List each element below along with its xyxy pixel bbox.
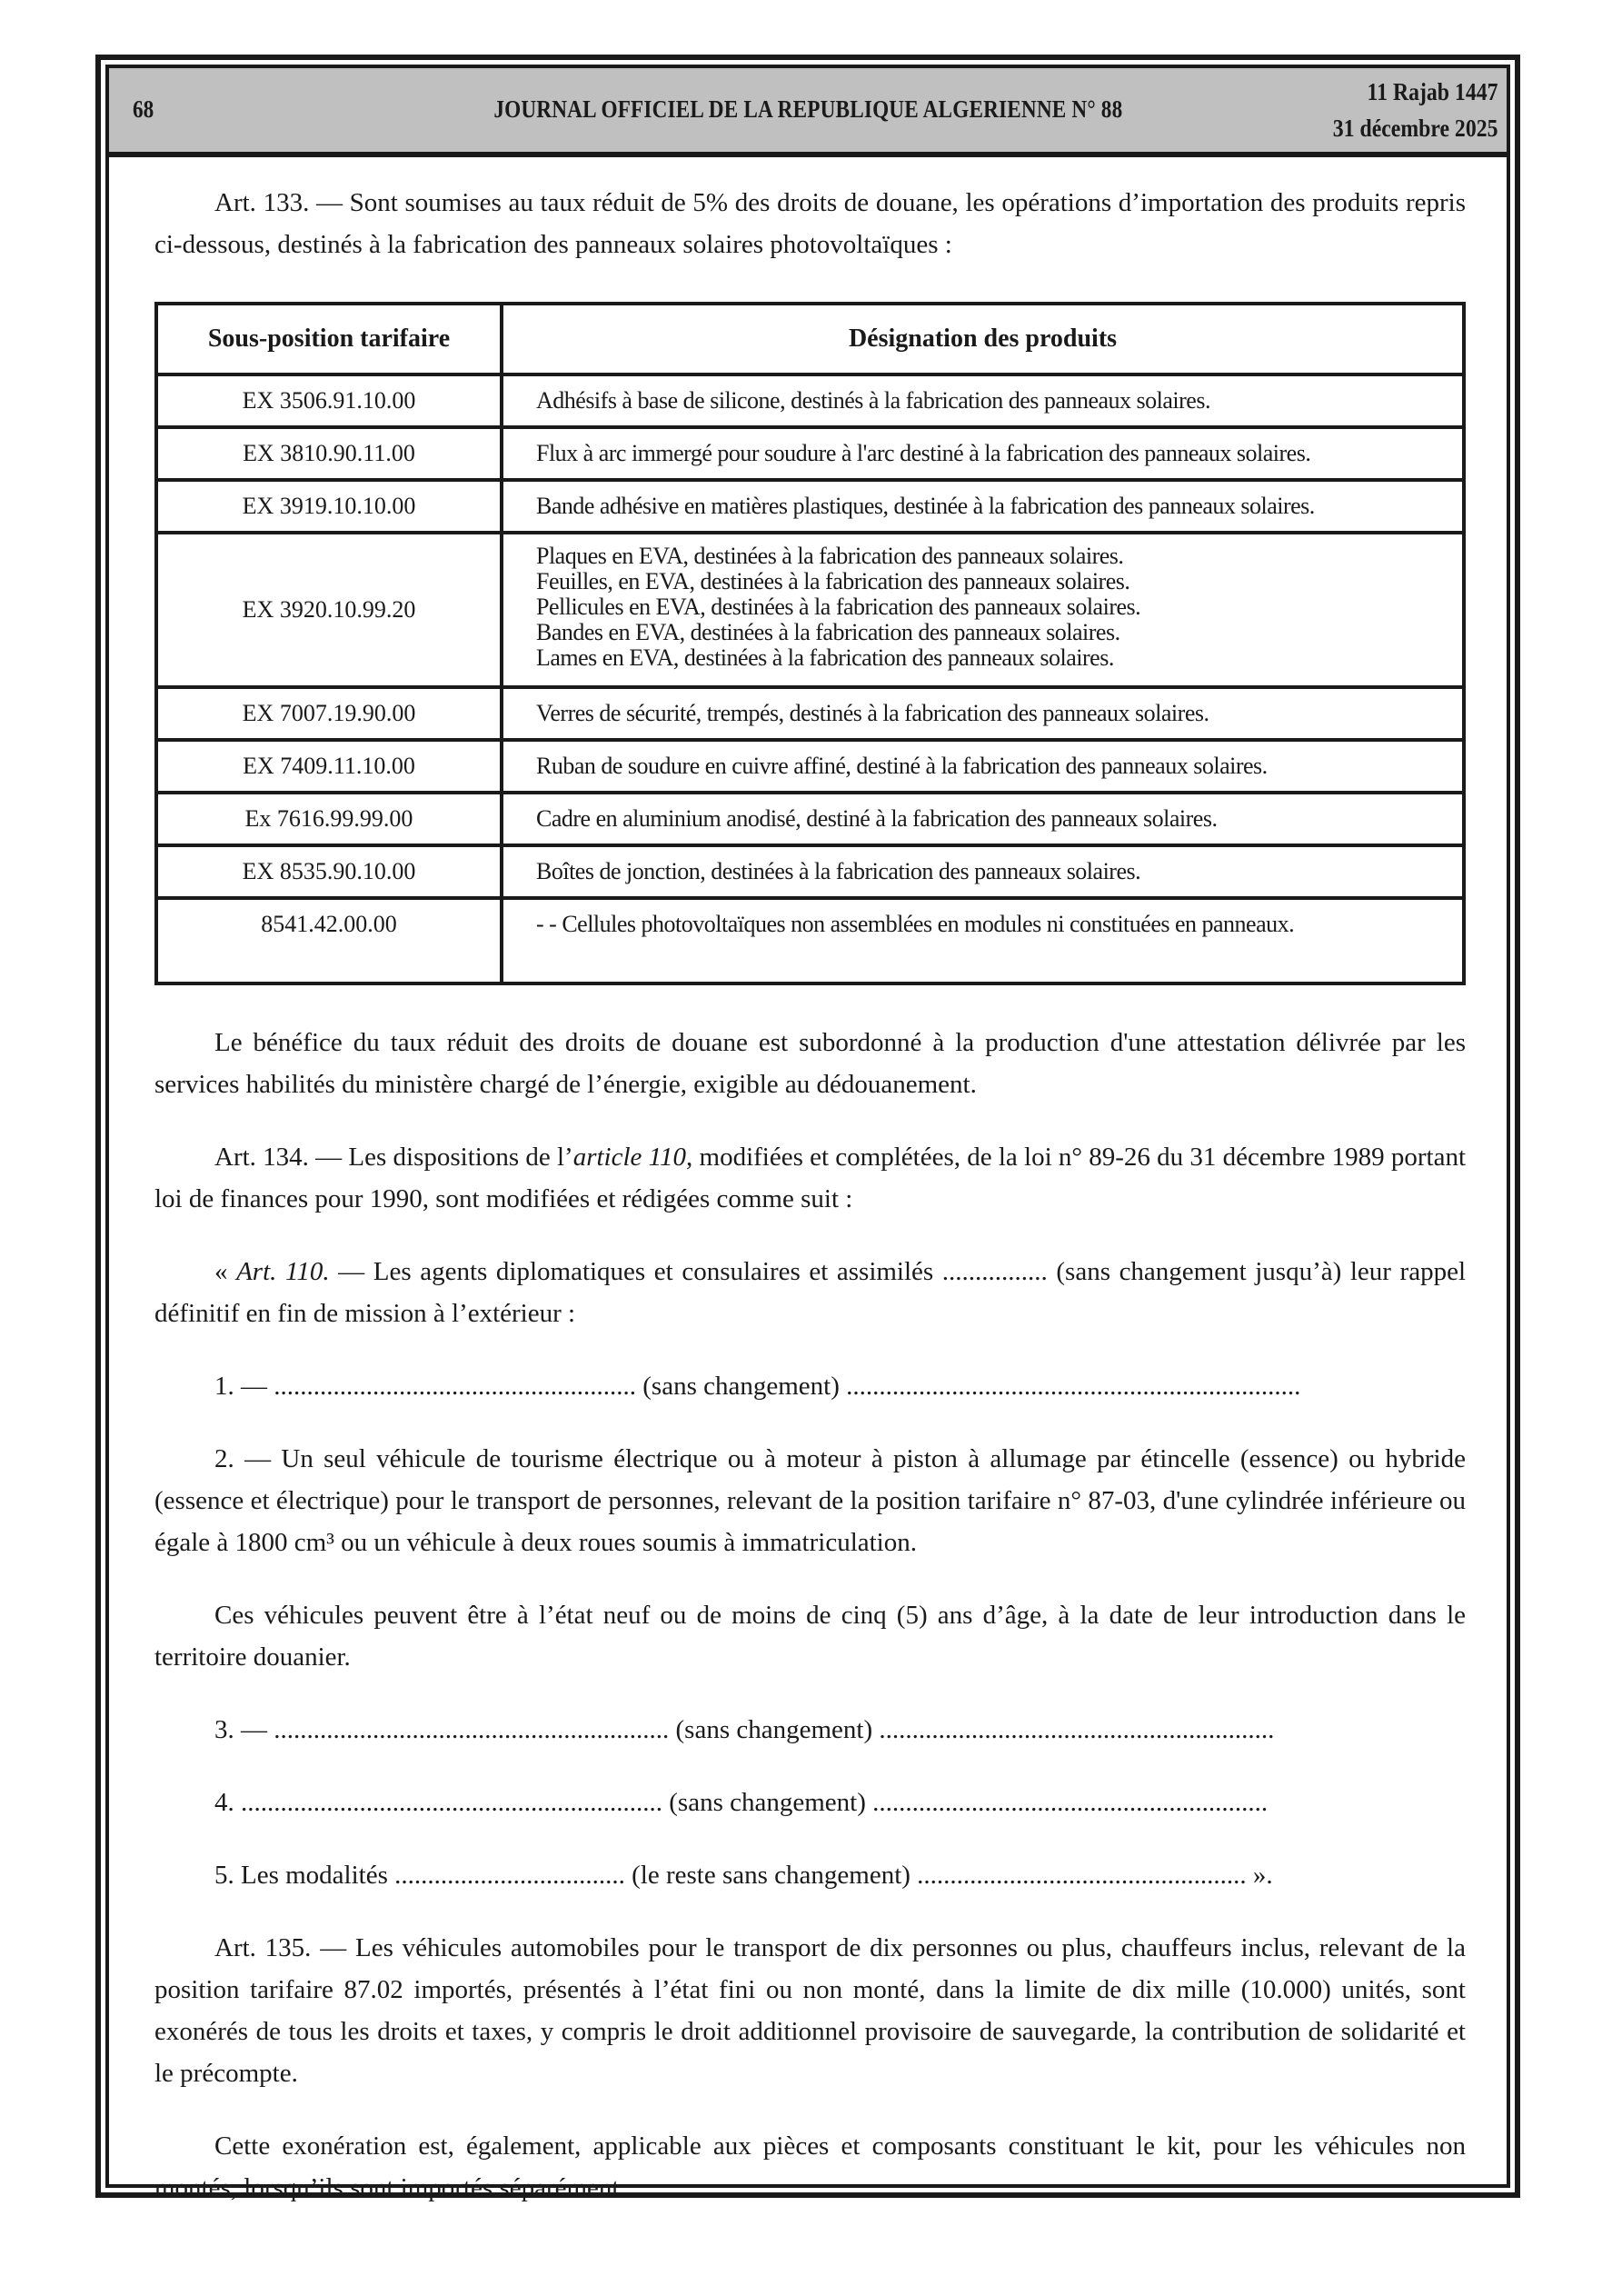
designation-line: Lames en EVA, destinées à la fabrication des panneaux solaires. xyxy=(536,644,1114,671)
tariff-table-row xyxy=(156,898,1464,983)
designation-line: - - Cellules photovoltaïques non assemblées en modules ni constituées en panneaux. xyxy=(536,911,1295,937)
art110-item-1: 1. — ....................................................... (sans changement) ..................................................................... xyxy=(214,1372,1301,1401)
tariff-code: EX 7409.11.10.00 xyxy=(156,740,502,793)
page-header xyxy=(109,68,1507,157)
journal-title xyxy=(109,95,1507,124)
art135-intro: Art. 135. — Les véhicules automobiles pour le transport de dix personnes ou plus, chauffeurs inclus, relevant de la position tarifaire 87.02 importés, présentés à l’état fini ou non monté, dans la limite de dix mille (10.000) unités, sont exonérés de tous les droits et taxes, y compris le droit additionnel provisoire de sauvegarde, la contribution de solidarité et le précompte. xyxy=(154,1933,1466,2088)
tariff-table-row xyxy=(156,740,1464,793)
art134-intro-italic: article 110 xyxy=(572,1143,687,1172)
tariff-code: 8541.42.00.00 xyxy=(156,898,502,983)
art110-item-4: 4. ................................................................ (sans changement) ............................................................ xyxy=(214,1788,1269,1817)
designation-line: Feuilles, en EVA, destinées à la fabrication des panneaux solaires. xyxy=(536,568,1130,594)
art110-item-5: 5. Les modalités ................................... (le reste sans changement) .................................................. ». xyxy=(214,1861,1273,1890)
journal-title-text: JOURNAL OFFICIEL DE LA REPUBLIQUE ALGERIENNE N° 88 xyxy=(493,95,1123,123)
tariff-table xyxy=(154,302,1466,985)
tariff-table-row xyxy=(156,793,1464,845)
designation-line: Bandes en EVA, destinées à la fabrication des panneaux solaires. xyxy=(536,619,1120,645)
tariff-code: EX 3920.10.99.20 xyxy=(156,533,502,687)
product-designation xyxy=(502,480,1464,533)
tariff-table-row xyxy=(156,533,1464,687)
product-designation xyxy=(502,845,1464,898)
art133-intro: Art. 133. — Sont soumises au taux réduit de 5% des droits de douane, les opérations d’importation des produits repris ci-dessous, destinés à la fabrication des panneaux solaires photovoltaïques : xyxy=(154,188,1466,259)
tariff-table-header-row xyxy=(156,304,1464,374)
art110-vehicles-note: Ces véhicules peuvent être à l’état neuf ou de moins de cinq (5) ans d’âge, à la date de leur introduction dans le territoire douanier. xyxy=(154,1601,1466,1672)
art134-intro xyxy=(154,1136,1466,1220)
tariff-table-body xyxy=(156,374,1464,983)
product-designation xyxy=(502,533,1464,687)
art135-exemption: Cette exonération est, également, applicable aux pièces et composants constituant le kit, pour les véhicules non montés, lorsqu’ils sont importés séparément. xyxy=(154,2131,1466,2202)
art134-intro-before: Art. 134. — Les dispositions de l’ xyxy=(214,1143,573,1172)
product-designation xyxy=(502,740,1464,793)
product-designation xyxy=(502,427,1464,480)
tariff-table-row xyxy=(156,480,1464,533)
designation-line: Boîtes de jonction, destinées à la fabrication des panneaux solaires. xyxy=(536,858,1141,884)
art110-item-2: 2. — Un seul véhicule de tourisme électrique ou à moteur à piston à allumage par étincelle (essence) ou hybride (essence et électrique) pour le transport de personnes, relevant de la position tarifaire n° 87-03, d'une cylindrée inférieure ou égale à 1800 cm³ ou un véhicule à deux roues soumis à immatriculation. xyxy=(154,1444,1466,1557)
designation-line: Plaques en EVA, destinées à la fabrication des panneaux solaires. xyxy=(536,543,1124,569)
page-number: 68 xyxy=(133,95,154,123)
tariff-code: EX 3810.90.11.00 xyxy=(156,427,502,480)
tariff-table-row xyxy=(156,845,1464,898)
art134-intro-after: , modifiées et complétées, de la loi n° 89-26 du 31 décembre 1989 portant loi de finances pour 1990, sont modifiées et rédigées comme suit : xyxy=(154,1143,1467,1213)
col-header-code: Sous-position tarifaire xyxy=(156,304,502,374)
date-hijri: 11 Rajab 1447 xyxy=(1367,78,1498,105)
page-content xyxy=(154,182,1466,2209)
designation-line: Bande adhésive en matières plastiques, destinée à la fabrication des panneaux solaires. xyxy=(536,493,1315,519)
art110-item-3: 3. — ............................................................ (sans changement) ............................................................ xyxy=(214,1715,1275,1744)
art133-benefit: Le bénéfice du taux réduit des droits de douane est subordonné à la production d'une attestation délivrée par les services habilités du ministère chargé de l’énergie, exigible au dédouanement. xyxy=(154,1028,1466,1099)
tariff-table-row xyxy=(156,374,1464,427)
tariff-code: EX 3506.91.10.00 xyxy=(156,374,502,427)
col-header-designation: Désignation des produits xyxy=(502,304,1464,374)
tariff-code: EX 3919.10.10.00 xyxy=(156,480,502,533)
tariff-code: EX 8535.90.10.00 xyxy=(156,845,502,898)
product-designation xyxy=(502,793,1464,845)
product-designation xyxy=(502,374,1464,427)
designation-line: Cadre en aluminium anodisé, destiné à la fabrication des panneaux solaires. xyxy=(536,805,1218,832)
designation-line: Pellicules en EVA, destinées à la fabrication des panneaux solaires. xyxy=(536,594,1141,620)
designation-line: Ruban de soudure en cuivre affiné, destiné à la fabrication des panneaux solaires. xyxy=(536,753,1268,779)
product-designation xyxy=(502,898,1464,983)
tariff-table-row xyxy=(156,687,1464,740)
designation-line: Verres de sécurité, trempés, destinés à la fabrication des panneaux solaires. xyxy=(536,700,1209,726)
art110-quote xyxy=(154,1251,1466,1334)
issue-date xyxy=(1310,74,1498,146)
designation-line: Adhésifs à base de silicone, destinés à la fabrication des panneaux solaires. xyxy=(536,387,1210,414)
art110-quote-text: — Les agents diplomatiques et consulaires et assimilés ................ (sans changement jusqu’à) leur rappel définitif en fin de mission à l’extérieur : xyxy=(154,1257,1466,1328)
tariff-code: Ex 7616.99.99.00 xyxy=(156,793,502,845)
art110-quote-open: « xyxy=(214,1257,237,1286)
date-gregorian: 31 décembre 2025 xyxy=(1332,115,1498,142)
art110-quote-italic: Art. 110. xyxy=(236,1257,330,1286)
tariff-code: EX 7007.19.90.00 xyxy=(156,687,502,740)
designation-line: Flux à arc immergé pour soudure à l'arc destiné à la fabrication des panneaux solaires. xyxy=(536,440,1311,466)
product-designation xyxy=(502,687,1464,740)
tariff-table-row xyxy=(156,427,1464,480)
